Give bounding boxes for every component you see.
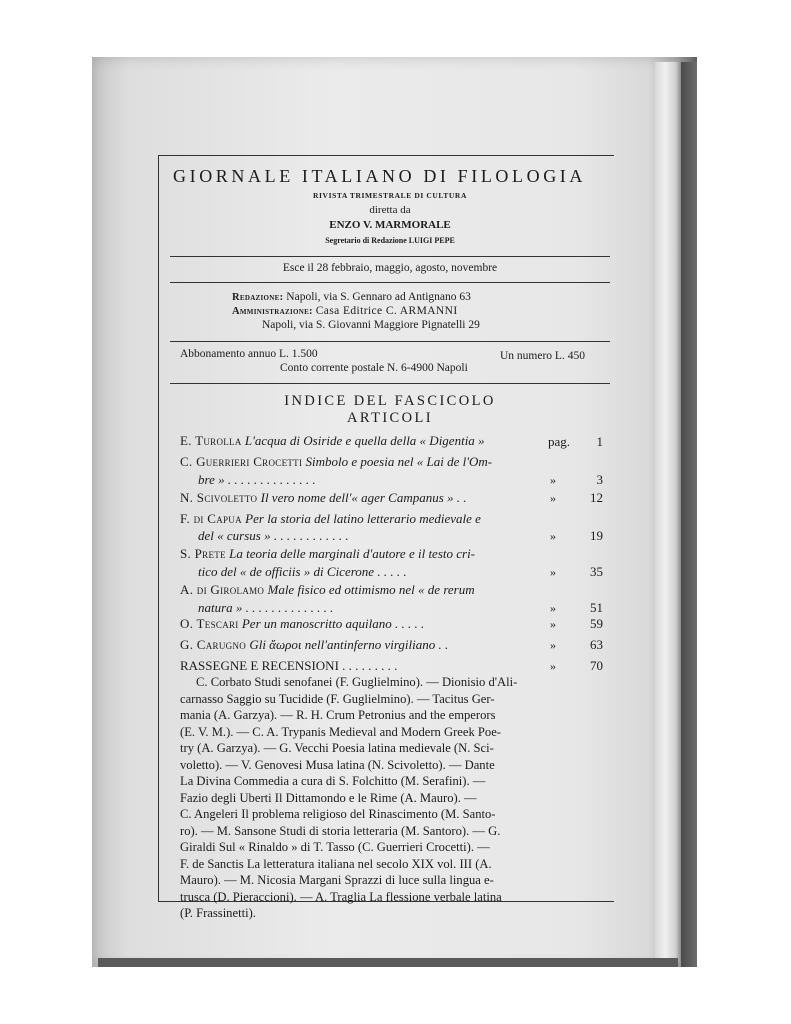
article-title: Simbolo e poesia nel « Lai de l'Om- — [305, 454, 493, 469]
ditto-mark: » — [550, 659, 556, 673]
publication-schedule: Esce il 28 febbraio, maggio, agosto, novembre — [282, 262, 498, 274]
article-page: 3 — [596, 472, 603, 487]
article-title: Male fisico ed ottimismo nel « de rerum — [267, 582, 475, 597]
index-heading: INDICE DEL FASCICOLO — [284, 393, 496, 409]
ditto-mark: » — [550, 491, 556, 505]
ditto-mark: » — [550, 473, 556, 487]
article-title: Il vero nome dell'« ager Campanus » . . — [260, 490, 467, 505]
review-line: F. de Sanctis La letteratura italiana nel secolo XIX vol. III (A. — [180, 856, 492, 871]
article-page: 35 — [590, 564, 603, 579]
review-line: Fazio degli Uberti Il Dittamondo e le Rime (A. Mauro). — — [180, 790, 477, 805]
article-title-cont: bre » . . . . . . . . . . . . . . — [198, 472, 316, 487]
article-title: Gli ἄωροι nell'antinferno virgiliano . . — [249, 637, 449, 652]
redazione-address: Napoli, via S. Gennaro ad Antignano 63 — [286, 291, 471, 303]
article-author: C. Guerrieri Crocetti — [180, 454, 303, 469]
subscription-annual: Abbonamento annuo L. 1.500 — [180, 348, 318, 360]
article-page: 63 — [590, 637, 603, 652]
ditto-mark: » — [550, 565, 556, 579]
article-title: L'acqua di Osiride e quella della « Digentia » — [244, 433, 485, 448]
list-item — [180, 546, 475, 562]
article-page: 51 — [590, 600, 603, 615]
journal-subtitle: RIVISTA TRIMESTRALE DI CULTURA — [313, 191, 467, 200]
subscription-single: Un numero L. 450 — [500, 350, 585, 362]
review-line: La Divina Commedia a cura di S. Folchitto (M. Serafini). — — [180, 774, 486, 788]
editor-name: ENZO V. MARMORALE — [329, 219, 451, 231]
review-line: ro). — M. Sansone Studi di storia letteraria (M. Santoro). — G. — [180, 823, 501, 838]
list-item — [180, 511, 481, 527]
review-line: trusca (D. Pieraccioni). — A. Traglia La flessione verbale latina — [180, 889, 502, 904]
page-bottom-edge — [98, 958, 678, 967]
secretary: Segretario di Redazione LUIGI PEPE — [325, 236, 455, 245]
list-item — [180, 454, 492, 470]
article-page: 59 — [590, 616, 603, 631]
amministrazione-publisher: Casa Editrice C. ARMANNI — [315, 305, 458, 317]
review-line: voletto). — V. Genovesi Musa latina (N. Scivoletto). — Dante — [180, 757, 495, 772]
article-title: Per un manoscritto aquilano . . . . . — [241, 616, 425, 631]
amministrazione-label: Amministrazione: — [232, 306, 313, 317]
article-title: La teoria delle marginali d'autore e il testo cri- — [229, 546, 476, 561]
divider — [170, 256, 610, 257]
amministrazione-line — [232, 305, 458, 317]
review-line: C. Corbato Studi senofanei (F. Guglielmino). — Dionisio d'Ali- — [196, 675, 518, 689]
amministrazione-address: Napoli, via S. Giovanni Maggiore Pignatelli 29 — [262, 319, 480, 331]
review-line: Giraldi Sul « Rinaldo » di T. Tasso (C. Guerrieri Crocetti). — — [180, 840, 490, 854]
divider — [170, 341, 610, 342]
ditto-mark: » — [550, 529, 556, 543]
article-author: A. di Girolamo — [180, 582, 265, 597]
reviews-page: 70 — [590, 658, 603, 673]
article-title-cont: del « cursus » . . . . . . . . . . . . — [198, 528, 349, 543]
article-author: N. Scivoletto — [180, 490, 258, 505]
list-item — [180, 582, 475, 598]
article-author: S. Prete — [180, 546, 226, 561]
review-line: (E. V. M.). — C. A. Trypanis Medieval and Modern Greek Poe- — [180, 724, 501, 739]
redazione-line — [232, 291, 471, 303]
article-title-cont: tico del « de officiis » di Cicerone . . . . . — [198, 564, 407, 579]
review-line: try (A. Garzya). — G. Vecchi Poesia latina medievale (N. Sci- — [180, 741, 494, 755]
reviews-heading: RASSEGNE E RECENSIONI . . . . . . . . . — [180, 658, 398, 673]
redazione-label: Redazione: — [232, 292, 284, 303]
article-title-cont: natura » . . . . . . . . . . . . . . — [198, 600, 334, 615]
article-author: E. Turolla — [180, 433, 242, 448]
list-item — [180, 616, 424, 632]
review-line: (P. Frassinetti). — [180, 906, 256, 920]
book-spine-shadow — [655, 62, 681, 962]
ditto-mark: » — [550, 601, 556, 615]
review-line: carnasso Saggio su Tucidide (F. Guglielmino). — Tacitus Ger- — [180, 691, 495, 706]
journal-title: GIORNALE ITALIANO DI FILOLOGIA — [173, 166, 586, 186]
list-item — [180, 433, 485, 449]
article-author: G. Carugno — [180, 637, 247, 652]
divider — [170, 383, 610, 384]
article-page: 1 — [596, 434, 603, 449]
review-line: C. Angeleri Il problema religioso del Rinascimento (M. Santo- — [180, 807, 496, 821]
directed-by: diretta da — [369, 204, 411, 216]
divider — [170, 282, 610, 283]
list-item — [180, 637, 448, 653]
article-page: 12 — [590, 490, 603, 505]
page-edge — [681, 62, 697, 967]
page-label: pag. — [548, 434, 571, 449]
review-line: Mauro). — M. Nicosia Margani Sprazzi di luce sulla lingua e- — [180, 873, 494, 887]
postal-account: Conto corrente postale N. 6-4900 Napoli — [280, 362, 468, 374]
list-item — [180, 490, 467, 506]
articles-heading: ARTICOLI — [347, 410, 433, 426]
article-author: O. Tescari — [180, 616, 239, 631]
article-author: F. di Capua — [180, 511, 242, 526]
ditto-mark: » — [550, 638, 556, 652]
article-page: 19 — [590, 528, 603, 543]
article-title: Per la storia del latino letterario medievale e — [245, 511, 481, 526]
review-line: mania (A. Garzya). — R. H. Crum Petronius and the emperors — [180, 708, 496, 722]
ditto-mark: » — [550, 617, 556, 631]
